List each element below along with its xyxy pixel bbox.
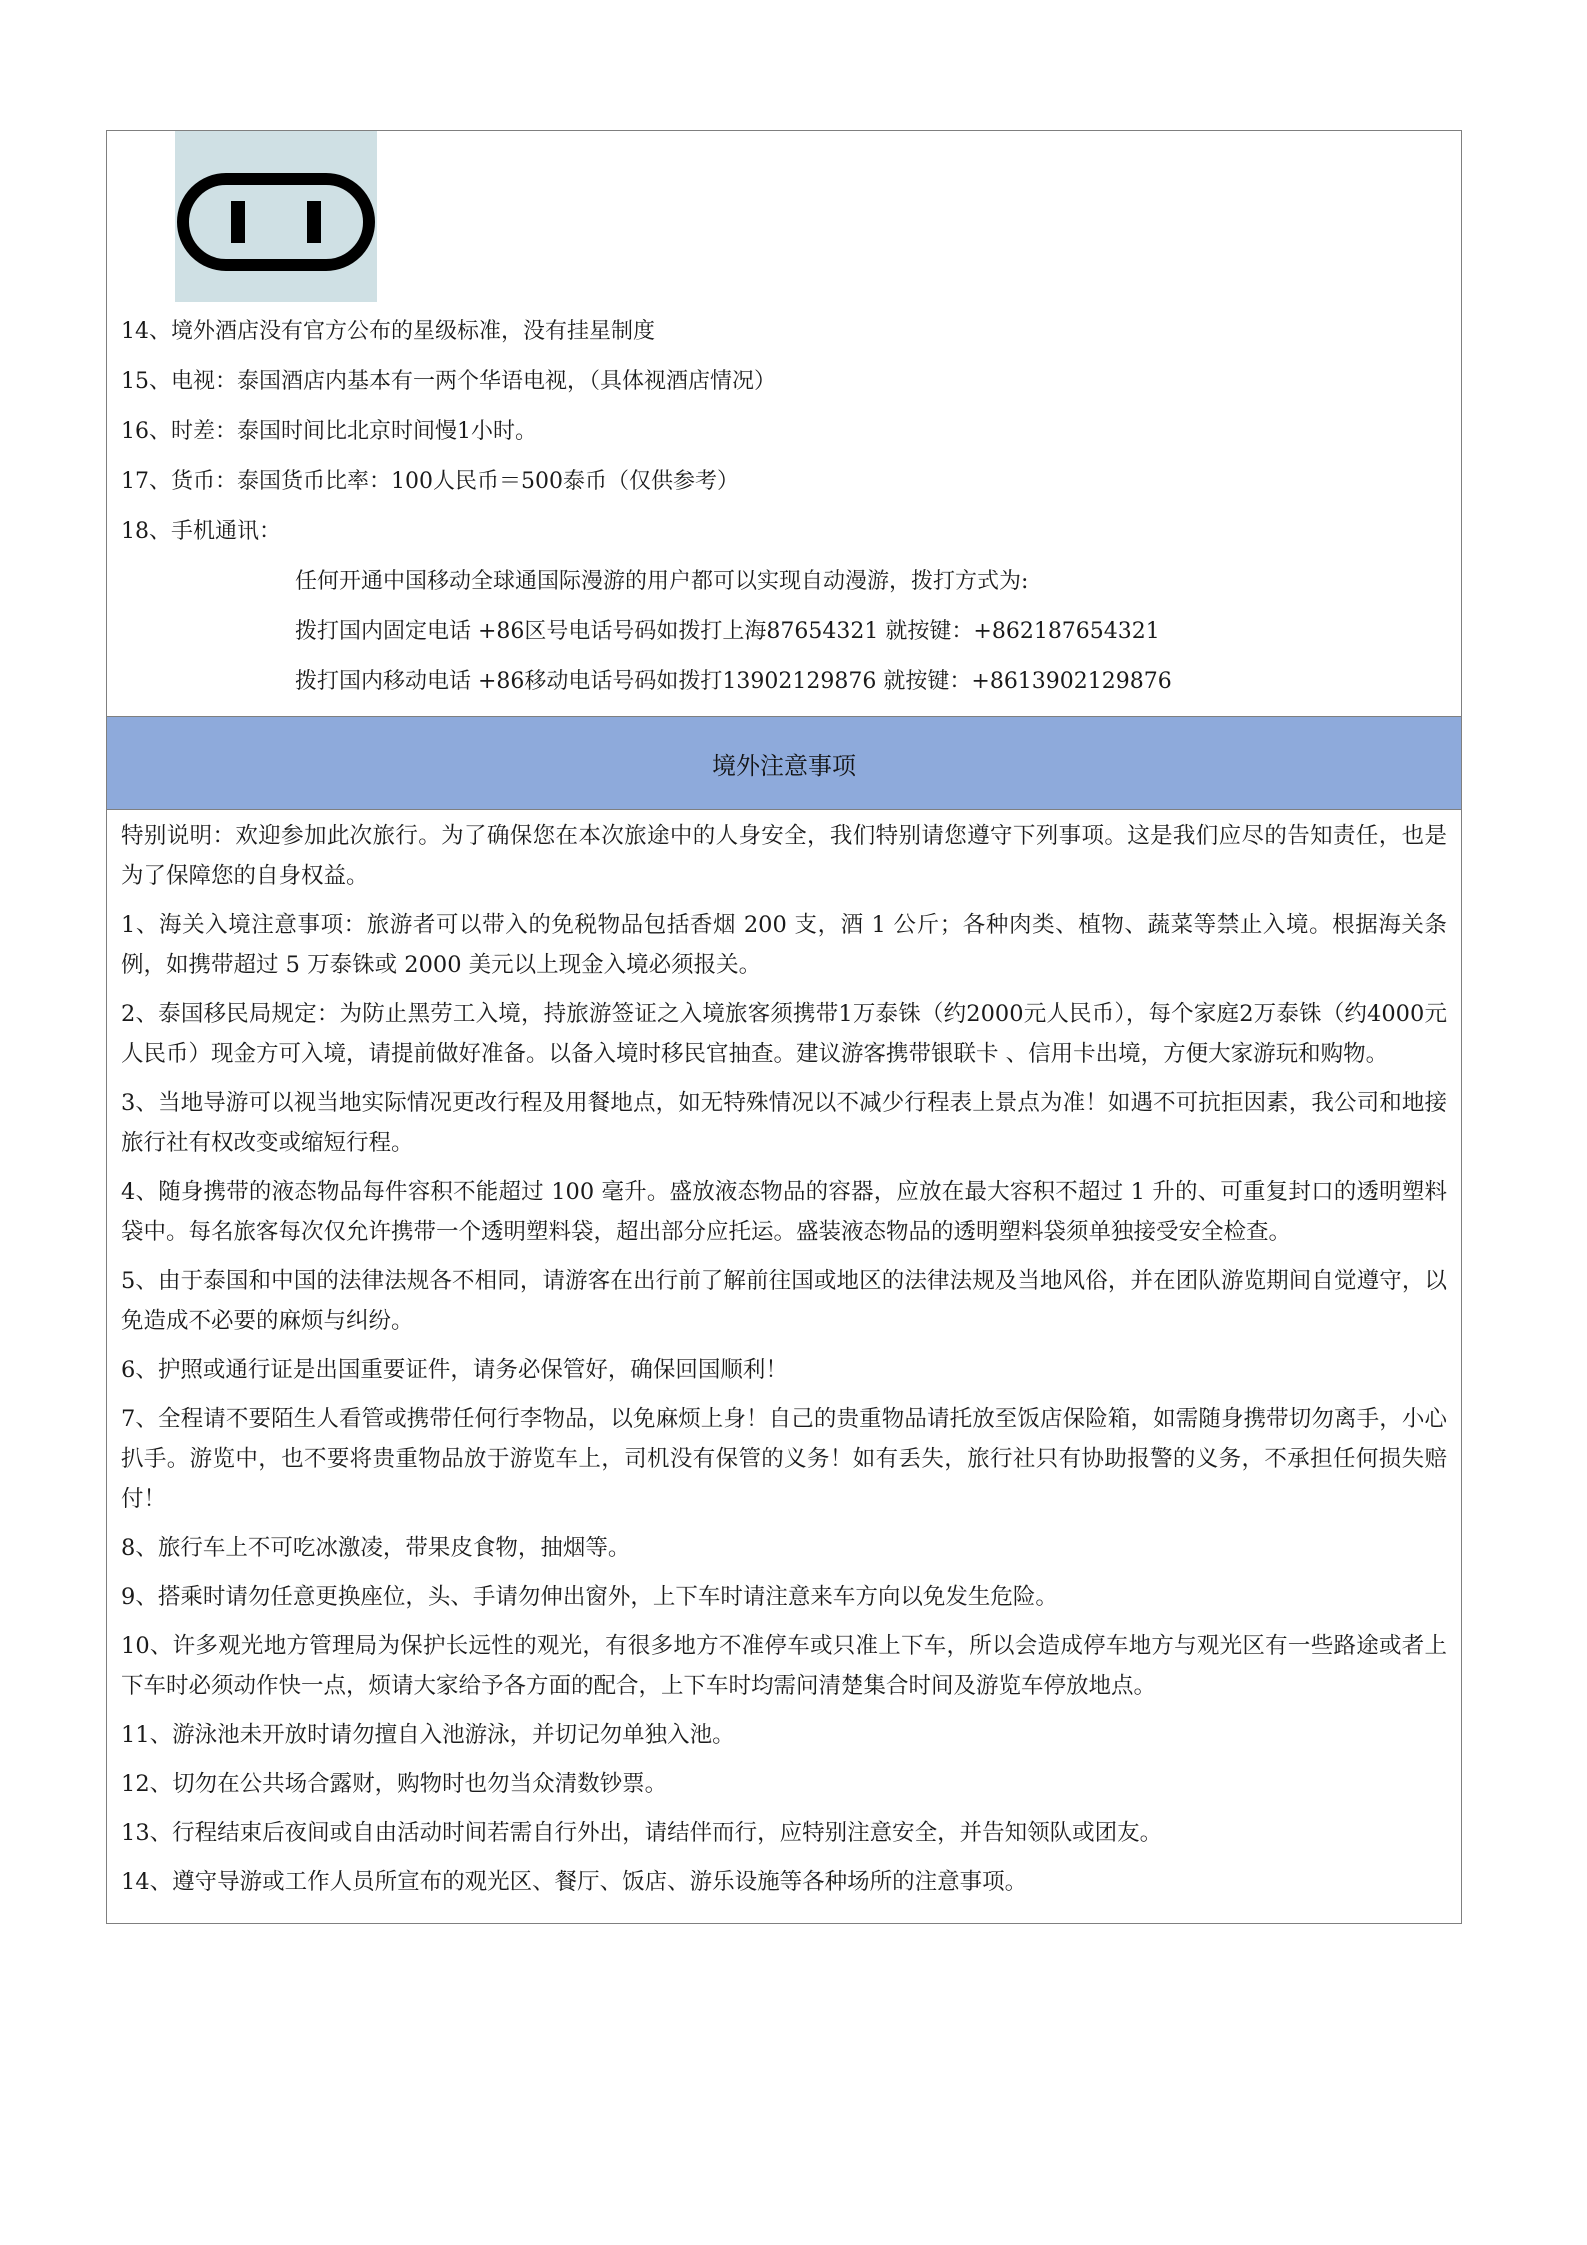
note-item: 8、旅行车上不可吃冰激凌，带果皮食物，抽烟等。: [121, 1535, 631, 1561]
note-item: 13、行程结束后夜间或自由活动时间若需自行外出，请结伴而行，应特别注意安全，并告知领队或团友。: [121, 1820, 1163, 1846]
info-line-hotel: 14、境外酒店没有官方公布的星级标准，没有挂星制度: [121, 319, 655, 344]
note-item: 9、搭乘时请勿任意更换座位，头、手请勿伸出窗外，上下车时请注意来车方向以免发生危险。: [121, 1584, 1058, 1610]
notes-header: [107, 717, 1461, 810]
notes-section: [107, 810, 1461, 1923]
note-item: 11、游泳池未开放时请勿擅自入池游泳，并切记勿单独入池。: [121, 1722, 735, 1748]
info-line-phone: 18、手机通讯：: [121, 519, 281, 544]
info-line-timezone: 16、时差：泰国时间比北京时间慢1小时。: [121, 419, 537, 444]
note-item: 2、泰国移民局规定：为防止黑劳工入境，持旅游签证之入境旅客须携带1万泰铢（约2000元人民币），每个家庭2万泰铢（约4000元人民币）现金方可入境，请提前做好准备。以备入境时移民官抽查。建议游客携带银联卡 、信用卡出境，方便大家游玩和购物。: [121, 1001, 1447, 1067]
phone-roaming-line: 任何开通中国移动全球通国际漫游的用户都可以实现自动漫游，拨打方式为:: [295, 569, 1029, 594]
note-item: 5、由于泰国和中国的法律法规各不相同，请游客在出行前了解前往国或地区的法律法规及当地风俗，并在团队游览期间自觉遵守，以免造成不必要的麻烦与纠纷。: [121, 1268, 1447, 1334]
thai-power-socket-icon: [175, 131, 377, 302]
note-item: 14、遵守导游或工作人员所宣布的观光区、餐厅、饭店、游乐设施等各种场所的注意事项。: [121, 1869, 1028, 1895]
info-line-tv: 15、电视：泰国酒店内基本有一两个华语电视，（具体视酒店情况）: [121, 369, 776, 394]
notes-title: 境外注意事项: [712, 751, 856, 780]
note-item: 12、切勿在公共场合露财，购物时也勿当众清数钞票。: [121, 1771, 668, 1797]
document-table: [106, 130, 1462, 1924]
note-item: 10、许多观光地方管理局为保护长远性的观光，有很多地方不准停车或只准上下车，所以会造成停车地方与观光区有一些路途或者上下车时必须动作快一点，烦请大家给予各方面的配合，上下车时均需问清楚集合时间及游览车停放地点。: [121, 1633, 1447, 1699]
note-item: 3、当地导游可以视当地实际情况更改行程及用餐地点，如无特殊情况以不减少行程表上景点为准！如遇不可抗拒因素，我公司和地接旅行社有权改变或缩短行程。: [121, 1090, 1447, 1156]
plug-image: [175, 131, 377, 302]
info-line-currency: 17、货币：泰国货币比率：100人民币＝500泰币（仅供参考）: [121, 469, 739, 494]
phone-landline-line: 拨打国内固定电话 +86区号电话号码如拨打上海87654321 就按键：+862187654321: [295, 619, 1160, 644]
notes-intro: 特别说明：欢迎参加此次旅行。为了确保您在本次旅途中的人身安全，我们特别请您遵守下列事项。这是我们应尽的告知责任，也是为了保障您的自身权益。: [121, 823, 1447, 889]
note-item: 6、护照或通行证是出国重要证件，请务必保管好，确保回国顺利！: [121, 1357, 788, 1383]
note-item: 7、全程请不要陌生人看管或携带任何行李物品，以免麻烦上身！自己的贵重物品请托放至饭店保险箱，如需随身携带切勿离手，小心扒手。游览中，也不要将贵重物品放于游览车上，司机没有保管的义务！如有丢失，旅行社只有协助报警的义务，不承担任何损失赔付！: [121, 1406, 1447, 1512]
note-item: 1、海关入境注意事项：旅游者可以带入的免税物品包括香烟 200 支，酒 1 公斤；各种肉类、植物、蔬菜等禁止入境。根据海关条例，如携带超过 5 万泰铢或 2000 美元以上现金入境必须报关。: [121, 912, 1447, 978]
note-item: 4、随身携带的液态物品每件容积不能超过 100 毫升。盛放液态物品的容器，应放在最大容积不超过 1 升的、可重复封口的透明塑料袋中。每名旅客每次仅允许携带一个透明塑料袋，超出部分应托运。盛装液态物品的透明塑料袋须单独接受安全检查。: [121, 1179, 1447, 1245]
phone-mobile-line: 拨打国内移动电话 +86移动电话号码如拨打13902129876 就按键：+8613902129876: [295, 669, 1172, 694]
top-section: [107, 131, 1461, 717]
